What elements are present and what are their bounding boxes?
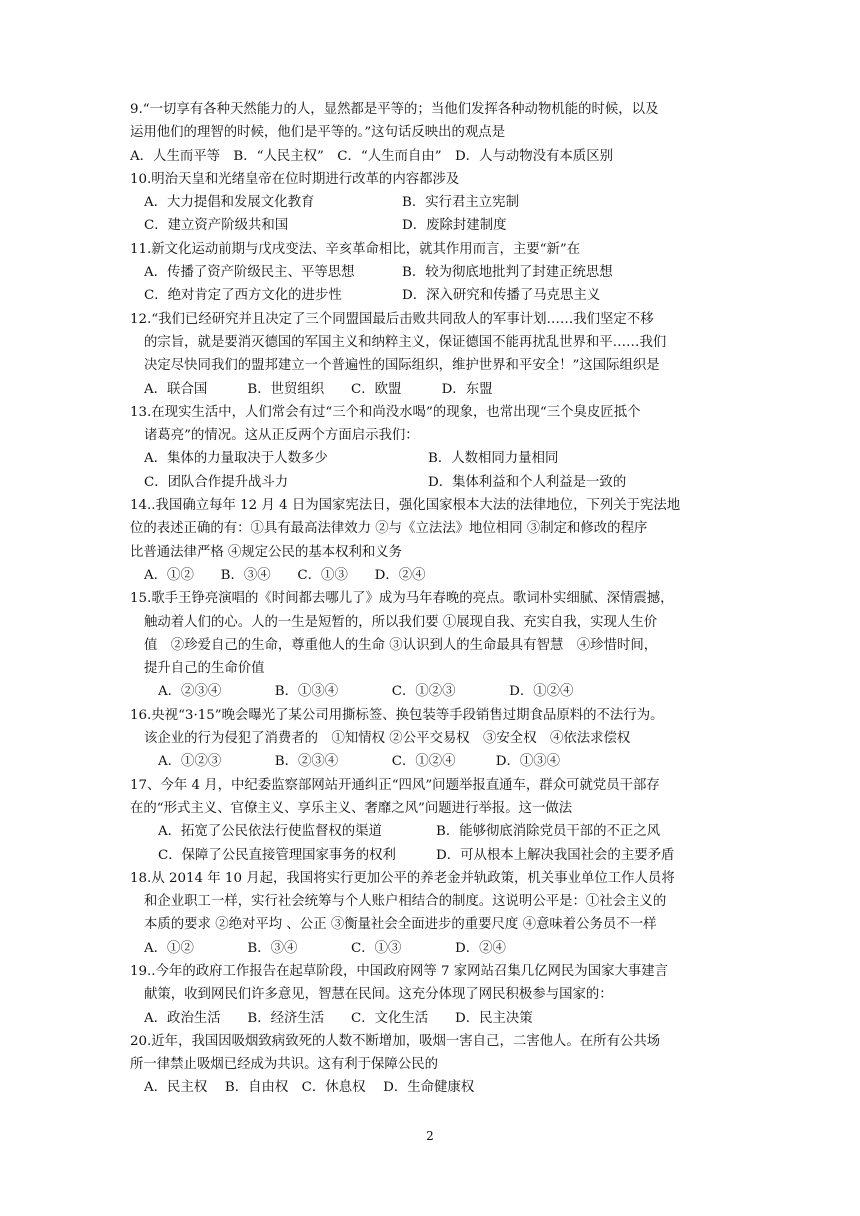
q17-option-a: A．拓宽了公民依法行使监督权的渠道 — [158, 824, 382, 840]
q16-options: A．①②③ B．②③④ C．①②④ D．①③④ — [158, 754, 561, 770]
q15-stem-line1: 15.歌手王铮亮演唱的《时间都去哪儿了》成为马年春晚的亮点。歌词朴实细腻、深情震撼， — [130, 591, 674, 607]
q17-option-c: C．保障了公民直接管理国家事务的权利 — [158, 847, 396, 863]
q17-stem-line2: 在的“形式主义、官僚主义、享乐主义、奢靡之风”问题进行举报。这一做法 — [130, 800, 573, 816]
q15-stem-line2: 触动着人们的心。人的一生是短暂的，所以我们要 ①展现自我、充实自我，实现人生价 — [144, 614, 658, 630]
q11-options-row2 — [130, 284, 740, 307]
q11-stem: 11.新文化运动前期与戊戌变法、辛亥革命相比，就其作用而言，主要“新”在 — [130, 241, 581, 257]
q11-options-row1 — [130, 261, 740, 284]
q13-option-c: C．团队合作提升战斗力 — [144, 474, 289, 490]
q18-stem-line2: 和企业职工一样，实行社会统筹与个人账户相结合的制度。这说明公平是：①社会主义的 — [144, 894, 667, 910]
q17-stem-line1: 17、今年 4 月，中纪委监察部网站开通纠正“四风”问题举报直通车，群众可就党员干部存 — [130, 777, 660, 793]
q14-stem-line2: 位的表述正确的有：①具有最高法律效力 ②与《立法法》地位相同 ③制定和修改的程序 — [130, 521, 648, 537]
q13-option-b: B．人数相同力量相同 — [428, 451, 559, 467]
q10-options-row2 — [130, 214, 740, 237]
q13-stem-line2: 诸葛亮”的情况。这从正反两个方面启示我们： — [144, 428, 419, 444]
q19-stem-line1: 19..今年的政府工作报告在起草阶段，中国政府网等 7 家网站召集几亿网民为国家大事建言 — [130, 963, 669, 979]
q17-options-row1 — [130, 820, 740, 843]
q11-option-a: A．传播了资产阶级民主、平等思想 — [144, 265, 355, 281]
q10-option-a: A．大力提倡和发展文化教育 — [144, 195, 315, 211]
q10-option-d: D．废除封建制度 — [402, 218, 507, 234]
q12-options: A．联合国 B．世贸组织 C．欧盟 D．东盟 — [144, 381, 493, 397]
page-number: 2 — [426, 1129, 434, 1143]
q12-stem-line2: 的宗旨，就是要消灭德国的军国主义和纳粹主义，保证德国不能再扰乱世界和平……我们 — [144, 334, 667, 350]
q16-stem-line1: 16.央视“3·15”晚会曝光了某公司用撕标签、换包装等手段销售过期食品原料的不法行为。 — [130, 707, 664, 723]
q17-option-d: D．可从根本上解决我国社会的主要矛盾 — [436, 847, 675, 863]
q20-options: A．民主权 B．自由权 C．休息权 D．生命健康权 — [144, 1080, 475, 1096]
q10-option-c: C．建立资产阶级共和国 — [144, 218, 289, 234]
q10-stem: 10.明治天皇和光绪皇帝在位时期进行改革的内容都涉及 — [130, 171, 460, 187]
q12-stem-line1: 12.“我们已经研究并且决定了三个同盟国最后击败共同敌人的军事计划……我们坚定不移 — [130, 311, 654, 327]
q9-stem-line2: 运用他们的理智的时候，他们是平等的。”这句话反映出的观点是 — [130, 125, 506, 141]
q13-option-d: D．集体利益和个人利益是一致的 — [428, 474, 627, 490]
q12-stem-line3: 决定尽快同我们的盟邦建立一个普遍性的国际组织，维护世界和平安全！”这国际组织是 — [144, 358, 660, 374]
q13-stem-line1: 13.在现实生活中，人们常会有过“三个和尚没水喝”的现象，也常出现“三个臭皮匠抵个 — [130, 404, 641, 420]
q15-stem-line4: 提升自己的生命价值 — [144, 661, 265, 677]
q17-option-b: B．能够彻底消除党员干部的不正之风 — [436, 824, 661, 840]
q18-stem-line3: 本质的要求 ②绝对平均 、公正 ③衡量社会全面进步的重要尺度 ④意味着公务员不一样 — [144, 917, 657, 933]
q10-option-b: B．实行君主立宪制 — [402, 195, 519, 211]
q20-stem-line2: 所一律禁止吸烟已经成为共识。这有利于保障公民的 — [130, 1057, 438, 1073]
q9-options: A．人生而平等 B．“人民主权” C．“人生而自由” D．人与动物没有本质区别 — [130, 148, 613, 164]
q19-stem-line2: 献策，收到网民们许多意见，智慧在民间。这充分体现了网民积极参与国家的： — [144, 987, 613, 1003]
q14-stem-line3: 比普通法律严格 ④规定公民的基本权利和义务 — [130, 544, 403, 560]
q13-option-a: A．集体的力量取决于人数多少 — [144, 451, 328, 467]
q10-options-row1 — [130, 191, 740, 214]
q18-stem-line1: 18.从 2014 年 10 月起，我国将实行更加公平的养老金并轨政策，机关事业单位工作人员将 — [130, 870, 675, 886]
q11-option-b: B．较为彻底地批判了封建正统思想 — [402, 265, 613, 281]
q19-options: A．政治生活 B．经济生活 C．文化生活 D．民主决策 — [144, 1010, 533, 1026]
q16-stem-line2: 该企业的行为侵犯了消费者的 ①知情权 ②公平交易权 ③安全权 ④依法求偿权 — [144, 731, 631, 747]
question-block — [130, 98, 740, 1100]
q18-options: A．①② B．③④ C．①③ D．②④ — [144, 940, 506, 956]
q20-stem-line1: 20.近年，我国因吸烟致病致死的人数不断增加，吸烟一害自己，二害他人。在所有公共场 — [130, 1033, 661, 1049]
q14-stem-line1: 14..我国确立每年 12 月 4 日为国家宪法日，强化国家根本大法的法律地位，下列关于宪法地 — [130, 498, 681, 514]
q13-options-row1 — [130, 447, 740, 470]
q15-stem-line3: 值 ②珍爱自己的生命，尊重他人的生命 ③认识到人的生命最具有智慧 ④珍惜时间， — [144, 637, 658, 653]
q14-options: A．①② B．③④ C．①③ D．②④ — [144, 567, 426, 583]
q13-options-row2 — [130, 471, 740, 494]
q15-options: A．②③④ B．①③④ C．①②③ D．①②④ — [158, 684, 574, 700]
q11-option-c: C．绝对肯定了西方文化的进步性 — [144, 288, 342, 304]
q9-stem-line1: 9.“一切享有各种天然能力的人，显然都是平等的；当他们发挥各种动物机能的时候，以及 — [130, 102, 659, 117]
q17-options-row2 — [130, 844, 740, 867]
q11-option-d: D．深入研究和传播了马克思主义 — [402, 288, 601, 304]
